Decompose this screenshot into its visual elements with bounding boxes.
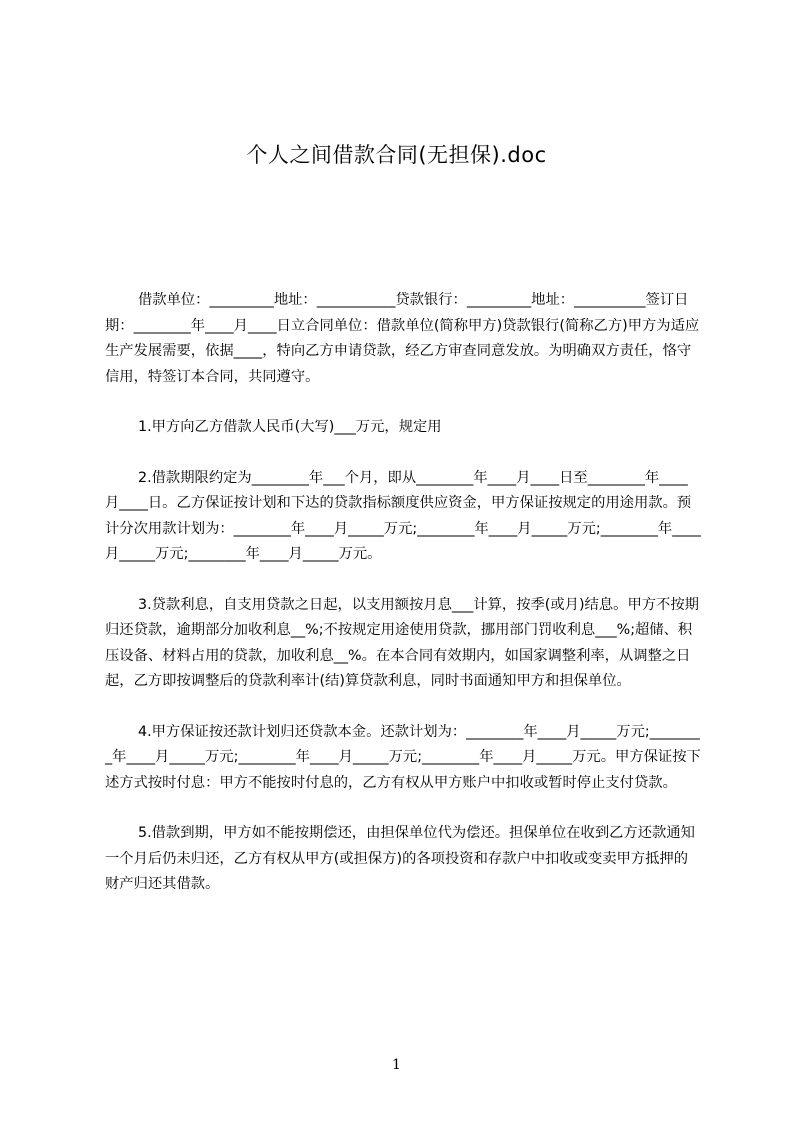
page-number: 1 bbox=[392, 1057, 401, 1073]
document-title: 个人之间借款合同(无担保).doc bbox=[246, 143, 547, 167]
document-body bbox=[105, 288, 701, 898]
paragraph-clause-4: 4.甲方保证按还款计划归还贷款本金。还款计划为：________年____月_____万元;________年____月_____万元;________年____月_____万元;________年____月_____万元。甲方保证按下述方式按时付息：甲方不能按时付息的，乙方有权从甲方账户中扣收或暂时停止支付贷款。 bbox=[105, 723, 701, 791]
paragraph-preamble: 借款单位：_________地址：___________贷款银行：_________地址：__________签订日期：________年____月____日立合同单位：借款单位(简称甲方)贷款银行(简称乙方)甲方为适应生产发展需要，依据____，特向乙方申请贷款，经乙方审查同意发放。为明确双方责任，恪守信用，特签订本合同，共同遵守。 bbox=[105, 292, 700, 385]
paragraph-clause-3: 3.贷款利息，自支用贷款之日起，以支用额按月息___计算，按季(或月)结息。甲方不按期归还贷款，逾期部分加收利息__%;不按规定用途使用贷款，挪用部门罚收利息___%;超储、积压设备、材料占用的贷款，加收利息__%。在本合同有效期内，如国家调整利率，从调整之日起，乙方即按调整后的贷款利率计(结)算贷款利息，同时书面通知甲方和担保单位。 bbox=[105, 596, 699, 689]
paragraph-clause-2: 2.借款期限约定为________年___个月，即从________年____月____日至________年____月____日。乙方保证按计划和下达的贷款指标额度供应资金，甲方保证按规定的用途用款。预计分次用款计划为：________年____月_____万元;________年____月_____万元;________年____月_____万元;________年____月_____万元。 bbox=[105, 469, 701, 562]
paragraph-clause-1: 1.甲方向乙方借款人民币(大写)___万元，规定用 bbox=[138, 419, 442, 435]
paragraph-clause-5: 5.借款到期，甲方如不能按期偿还，由担保单位代为偿还。担保单位在收到乙方还款通知一个月后仍未归还，乙方有权从甲方(或担保方)的各项投资和存款户中扣收或变卖甲方抵押的财产归还其借款。 bbox=[105, 825, 695, 892]
